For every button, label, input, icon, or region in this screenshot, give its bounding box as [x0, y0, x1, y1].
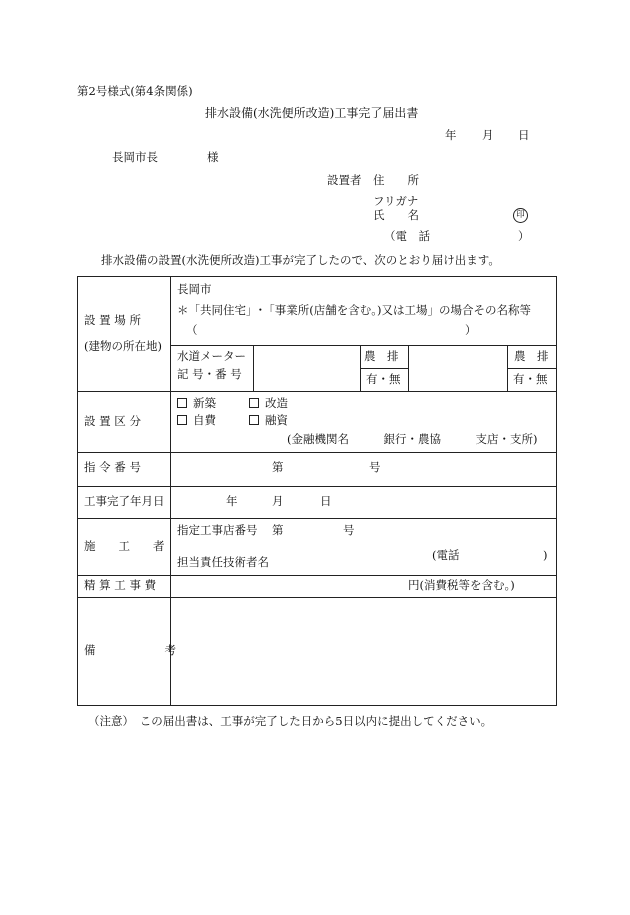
completion-day[interactable]: 日 [320, 494, 332, 508]
completion-month[interactable]: 月 [272, 494, 284, 508]
location-sublabel: (建物の所在地) [84, 339, 162, 353]
label-column-divider [170, 276, 171, 705]
checkbox-new[interactable] [177, 398, 187, 408]
checkbox-remodel[interactable] [249, 398, 259, 408]
designation-dai: 第 [272, 460, 284, 474]
installer-label: 設置者 [327, 173, 362, 187]
building-name-close: ） [465, 323, 477, 337]
option-remodel[interactable]: 改造 [249, 398, 288, 410]
contractor-dai: 第 [272, 523, 284, 537]
cost-unit[interactable]: 円(消費税等を含む。) [408, 578, 515, 592]
page-title: 排水設備(水洗便所改造)工事完了届出書 [205, 106, 419, 120]
option-loan[interactable]: 融資 [249, 415, 288, 427]
addressee: 長岡市長 [112, 150, 158, 164]
addressee-honorific: 様 [207, 150, 219, 164]
location-note: ＊「共同住宅」･「事業所(店舗を含む。)又は工場」の場合その名称等 [177, 303, 531, 317]
address-label[interactable]: 住 所 [373, 173, 419, 187]
checkbox-loan[interactable] [249, 415, 259, 425]
date-year[interactable]: 年 [445, 128, 457, 142]
nouhai-choice-1[interactable]: 有・無 [366, 372, 401, 386]
completion-label: 工事完了年月日 [84, 494, 165, 508]
phone-close: ） [518, 229, 530, 243]
engineer-label: 担当責任技術者名 [177, 555, 269, 569]
date-month[interactable]: 月 [482, 128, 494, 142]
category-label: 設 置 区 分 [84, 414, 141, 428]
form-number: 第2号様式(第4条関係) [77, 84, 193, 98]
date-day[interactable]: 日 [518, 128, 530, 142]
bank-note: (金融機関名 銀行・農協 支店・支所) [287, 432, 538, 446]
contractor-phone-close: ) [543, 548, 548, 562]
water-meter-label-2: 記 号・番 号 [177, 367, 242, 381]
footer-note: （注意） この届出書は、工事が完了した日から5日以内に提出してください。 [88, 714, 493, 728]
phone-label[interactable]: （電 話 [384, 229, 430, 243]
contractor-no-label: 指定工事店番号 [177, 523, 258, 537]
nouhai-label-1: 農 排 [364, 349, 399, 363]
intro-text: 排水設備の設置(水洗便所改造)工事が完了したので、次のとおり届け出ます。 [101, 253, 500, 267]
checkbox-self[interactable] [177, 415, 187, 425]
cost-label: 精 算 工 事 費 [84, 578, 157, 592]
remarks-label: 備 考 [84, 643, 176, 657]
option-new[interactable]: 新築 [177, 398, 216, 410]
designation-gou: 号 [369, 460, 381, 474]
city-name: 長岡市 [177, 282, 212, 296]
designation-label: 指 令 番 号 [84, 460, 141, 474]
nouhai-choice-2[interactable]: 有・無 [513, 372, 548, 386]
option-self[interactable]: 自費 [177, 415, 216, 427]
seal-mark: 印 [513, 208, 528, 223]
completion-year[interactable]: 年 [226, 494, 238, 508]
nouhai-label-2: 農 排 [514, 349, 549, 363]
contractor-phone[interactable]: (電話 [432, 548, 460, 562]
building-name-open[interactable]: （ [186, 323, 198, 337]
furigana-label[interactable]: フリガナ [373, 194, 419, 208]
water-meter-label-1: 水道メーター [177, 349, 246, 363]
contractor-label: 施 工 者 [84, 539, 165, 553]
contractor-gou: 号 [343, 523, 355, 537]
name-label[interactable]: 氏 名 [373, 208, 419, 222]
location-label: 設 置 場 所 [84, 313, 141, 327]
